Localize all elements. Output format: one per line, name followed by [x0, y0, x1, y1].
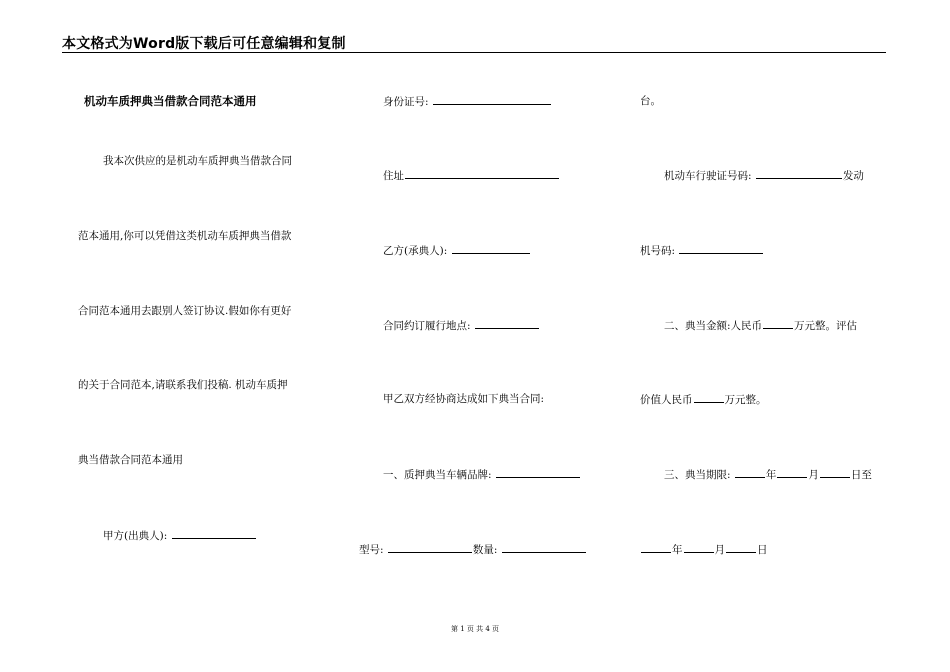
pawn-amount-label: 二、典当金额:人民币	[664, 320, 763, 332]
start-year-label: 年	[765, 469, 777, 481]
model-quantity-field	[359, 542, 587, 557]
intro-line-4: 的关于合同范本,请联系我们投稿. 机动车质押	[78, 379, 288, 391]
page-number: 第 1 页 共 4 页	[450, 625, 500, 633]
party-a-field	[103, 528, 257, 543]
address-blank	[405, 168, 559, 179]
agreement-line: 甲乙双方经协商达成如下典当合同:	[383, 393, 545, 405]
intro-line-5: 典当借款合同范本通用	[78, 454, 183, 466]
end-month-label: 月	[714, 544, 725, 556]
engine-label-start: 发动	[842, 170, 864, 182]
party-b-label: 乙方(承典人):	[383, 245, 448, 257]
contract-place-label: 合同约订履行地点:	[383, 320, 471, 332]
end-year-blank	[641, 542, 671, 553]
license-label: 机动车行驶证号码:	[664, 170, 752, 182]
units-line: 台。	[640, 95, 661, 107]
start-day-to-label: 日至	[850, 469, 872, 481]
document-header: 本文格式为Word版下载后可任意编辑和复制	[62, 36, 346, 52]
assessed-value-suffix: 万元整。	[724, 394, 767, 406]
license-field	[664, 168, 864, 183]
document-title: 机动车质押典当借款合同范本通用	[84, 94, 257, 108]
id-number-field	[383, 94, 552, 109]
address-field	[383, 168, 560, 183]
party-a-blank	[172, 528, 256, 539]
end-month-blank	[684, 542, 714, 553]
model-label: 型号:	[359, 544, 384, 556]
address-label: 住址	[383, 170, 404, 182]
pawn-period-end-field	[640, 542, 768, 557]
contract-place-field	[383, 318, 540, 333]
party-b-field	[383, 243, 531, 258]
vehicle-brand-blank	[496, 467, 580, 478]
contract-place-blank	[475, 318, 539, 329]
engine-label-end: 机号码:	[640, 245, 676, 257]
engine-number-field	[640, 243, 764, 258]
assessed-value-label: 价值人民币	[640, 394, 693, 406]
id-number-label: 身份证号:	[383, 96, 429, 108]
vehicle-brand-field	[383, 467, 581, 482]
party-b-blank	[452, 243, 530, 254]
engine-number-blank	[679, 243, 763, 254]
start-month-label: 月	[808, 469, 819, 481]
pawn-period-label: 三、典当期限:	[664, 469, 731, 481]
id-number-blank	[433, 94, 551, 105]
pawn-period-start-field	[664, 467, 872, 482]
pawn-amount-blank	[763, 318, 793, 329]
end-year-label: 年	[672, 544, 683, 556]
vehicle-brand-label: 一、质押典当车辆品牌:	[383, 469, 492, 481]
license-blank	[756, 168, 842, 179]
assessed-value-blank	[694, 392, 724, 403]
intro-line-2: 范本通用,你可以凭借这类机动车质押典当借款	[78, 230, 292, 242]
intro-line-3: 合同范本通用去跟别人签订协议.假如你有更好	[78, 305, 292, 317]
party-a-label: 甲方(出典人):	[103, 530, 168, 542]
start-day-blank	[820, 467, 850, 478]
end-day-blank	[726, 542, 756, 553]
intro-line-1: 我本次供应的是机动车质押典当借款合同	[103, 155, 292, 167]
model-blank	[388, 542, 472, 553]
header-divider	[62, 52, 886, 53]
quantity-blank	[502, 542, 586, 553]
start-year-blank	[735, 467, 765, 478]
quantity-label: 数量:	[472, 544, 498, 556]
start-month-blank	[777, 467, 807, 478]
pawn-amount-field	[664, 318, 857, 333]
assessed-value-field	[640, 392, 767, 407]
pawn-amount-suffix: 万元整。评估	[794, 320, 858, 332]
end-day-label: 日	[757, 544, 768, 556]
